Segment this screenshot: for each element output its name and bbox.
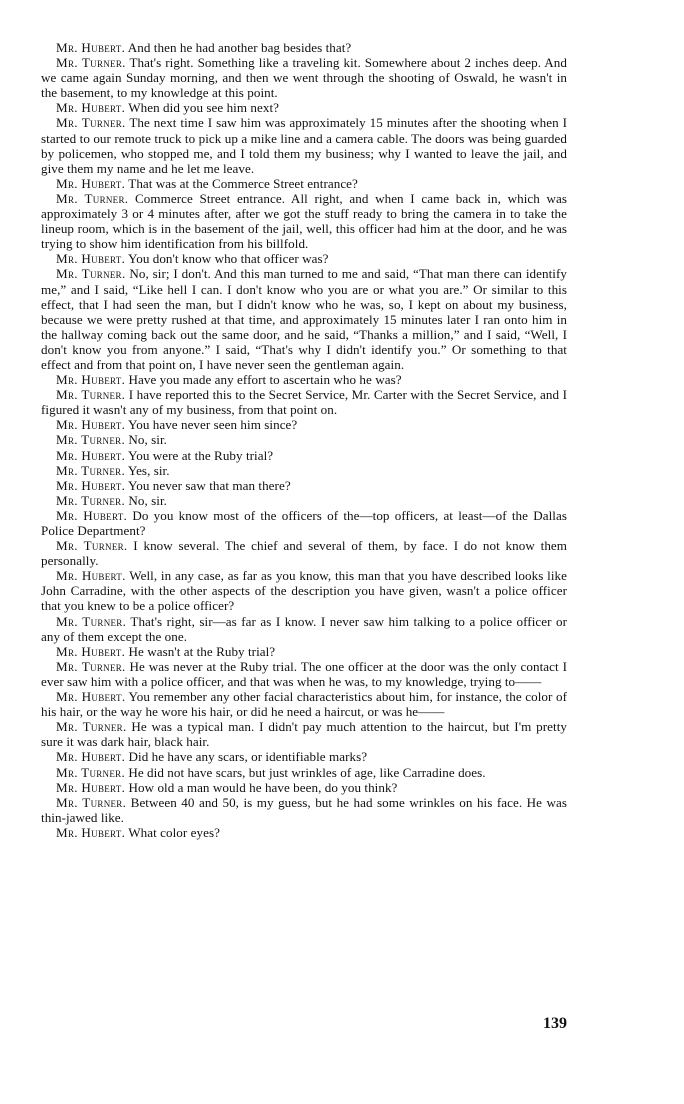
statement-text: No, sir. [125,432,167,448]
speaker-name: Mr. Turner. [56,266,126,282]
statement-text: How old a man would he have been, do you think? [125,779,398,795]
speaker-name: Mr. Hubert. [56,824,126,840]
testimony-paragraph [41,749,567,764]
testimony-paragraph [41,508,567,538]
testimony-paragraph [41,644,567,659]
statement-text: That was at the Commerce Street entrance? [125,175,358,191]
speaker-name: Mr. Hubert. [56,507,128,523]
testimony-paragraph [41,387,567,417]
statement-text: Well, in any case, as far as you know, this man that you have described looks like John Carradine, with the other aspects of the description you have given, wasn't a police officer that you knew to be a police officer? [41,568,567,614]
testimony-paragraph [41,176,567,191]
testimony-paragraph [41,795,567,825]
speaker-name: Mr. Turner. [56,55,126,71]
speaker-name: Mr. Turner. [56,190,129,206]
statement-text: You were at the Ruby trial? [125,447,274,463]
statement-text: When did you see him next? [125,100,280,116]
testimony-paragraph [41,689,567,719]
statement-text: I know several. The chief and several of them, by face. I do not know them personally. [41,538,568,569]
speaker-name: Mr. Hubert. [56,100,126,116]
statement-text: You remember any other facial characteristics about him, for instance, the color of his hair, or the way he wore his hair, or did he need a haircut, or was he—— [41,689,567,720]
statement-text: The next time I saw him was approximately 15 minutes after the shooting when I started to our remote truck to pick up a mike line and a camera cable. The doors was being guarded by policemen, who stopped me, and I told them my business; why I wanted to leave the jail, and give them my name and he let me leave. [41,115,568,176]
testimony-paragraph [41,478,567,493]
statement-text: Yes, sir. [125,462,170,478]
testimony-paragraph [41,191,567,251]
speaker-name: Mr. Turner. [56,658,126,674]
statement-text: He was never at the Ruby trial. The one officer at the door was the only contact I ever saw him with a police officer, and that was when he was, to my knowledge, trying to—— [41,658,568,689]
speaker-name: Mr. Hubert. [56,447,126,463]
speaker-name: Mr. Hubert. [56,251,126,267]
statement-text: Do you know most of the officers of the—top officers, at least—of the Dallas Police Department? [41,507,567,538]
statement-text: What color eyes? [125,824,220,840]
statement-text: That's right. Something like a traveling kit. Somewhere about 2 inches deep. And we came again Sunday morning, and then we went through the shooting of Oswald, he wasn't in the basement, to my knowledge at this point. [41,55,567,101]
speaker-name: Mr. Turner. [56,794,127,810]
testimony-paragraph [41,40,567,55]
testimony-paragraph [41,493,567,508]
testimony-paragraph [41,825,567,840]
statement-text: He was a typical man. I didn't pay much attention to the haircut, but I'm pretty sure it was dark hair, black hair. [41,719,567,750]
testimony-paragraph [41,568,567,613]
statement-text: Have you made any effort to ascertain who he was? [125,372,402,388]
speaker-name: Mr. Turner. [56,719,127,735]
testimony-paragraph [41,417,567,432]
statement-text: That's right, sir—as far as I know. I never saw him talking to a police officer or any of them except the one. [41,613,568,644]
speaker-name: Mr. Turner. [56,613,127,629]
testimony-paragraph [41,614,567,644]
speaker-name: Mr. Turner. [56,432,126,448]
statement-text: Did he have any scars, or identifiable marks? [125,749,368,765]
page-number: 139 [543,1015,567,1032]
speaker-name: Mr. Turner. [56,462,126,478]
speaker-name: Mr. Hubert. [56,749,126,765]
statement-text: No, sir; I don't. And this man turned to me and said, “That man there can identify me,” and I said, “Like hell I can. I don't know who you are or what you are.” Or similar to this effect, that I had seen the man, but I didn't know who he was, so, I kept on about my business, because we were pretty rushed at that time, and approximately 15 minutes later I ran onto him in the hallway coming back out the same door, and he said, “Thanks a million,” and I said, “Well, I don't know you from anyone.” I said, “That's why I didn't identify you.” Or something to that effect and from that point on, I have never seen the gentleman again. [41,266,567,372]
testimony-paragraph [41,448,567,463]
speaker-name: Mr. Turner. [56,764,126,780]
testimony-paragraph [41,780,567,795]
speaker-name: Mr. Hubert. [56,779,126,795]
testimony-paragraph [41,432,567,447]
speaker-name: Mr. Hubert. [56,175,126,191]
testimony-paragraph [41,266,567,372]
statement-text: Commerce Street entrance. All right, and when I came back in, which was approximately 3 or 4 minutes after, after we got the stuff ready to bring the camera in to take the lineup room, which is in the basement of the jail, well, this officer had him at the door, and he was trying to show him identification from his billfold. [41,190,567,252]
testimony-paragraph [41,115,567,175]
speaker-name: Mr. Hubert. [56,643,126,659]
statement-text: You never saw that man there? [125,477,291,493]
testimony-paragraph [41,538,567,568]
statement-text: You don't know who that officer was? [125,251,329,267]
testimony-paragraph [41,463,567,478]
testimony-paragraph [41,55,567,100]
statement-text: You have never seen him since? [125,417,298,433]
statement-text: Between 40 and 50, is my guess, but he had some wrinkles on his face. He was thin-jawed like. [41,794,568,825]
speaker-name: Mr. Turner. [56,387,126,403]
testimony-paragraph [41,372,567,387]
statement-text: No, sir. [125,492,167,508]
statement-text: He did not have scars, but just wrinkles of age, like Carradine does. [125,764,486,780]
speaker-name: Mr. Hubert. [56,689,126,705]
speaker-name: Mr. Turner. [56,115,126,131]
speaker-name: Mr. Turner. [56,492,126,508]
statement-text: He wasn't at the Ruby trial? [125,643,276,659]
speaker-name: Mr. Hubert. [56,477,126,493]
testimony-paragraph [41,251,567,266]
testimony-paragraph [41,719,567,749]
testimony-paragraph [41,765,567,780]
statement-text: I have reported this to the Secret Service, Mr. Carter with the Secret Service, and I figured it wasn't any of my business, from that point on. [41,387,567,418]
testimony-paragraph [41,659,567,689]
statement-text: And then he had another bag besides that? [125,40,352,55]
speaker-name: Mr. Turner. [56,538,128,554]
speaker-name: Mr. Hubert. [56,417,126,433]
testimony-paragraph [41,100,567,115]
testimony-text [41,40,567,840]
speaker-name: Mr. Hubert. [56,40,126,55]
speaker-name: Mr. Hubert. [56,568,126,584]
speaker-name: Mr. Hubert. [56,372,126,388]
